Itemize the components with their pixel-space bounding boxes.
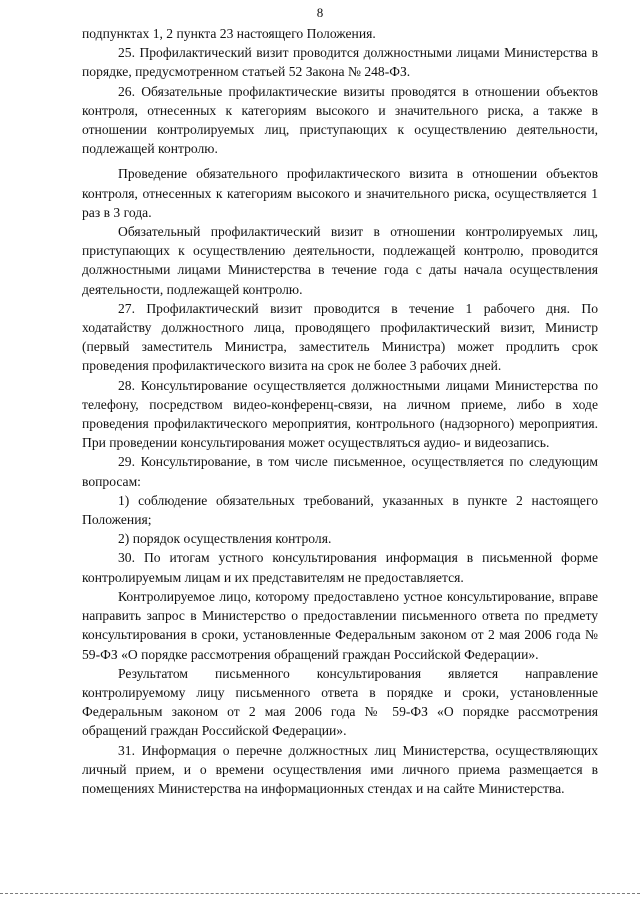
paragraph-item-25: 25. Профилактический визит проводится должностными лицами Министерства в порядке, предусмотренном статьей 52 Закона № 248-ФЗ. [82, 45, 598, 80]
paragraph: подпунктах 1, 2 пункта 23 настоящего Положения. [82, 26, 376, 41]
paragraph: Обязательный профилактический визит в отношении контролируемых лиц, приступающих к осуществлению деятельности, подлежащей контролю, проводится должностными лицами Министерства в течение года с даты начала осуществления деятельности, подлежащей контролю. [82, 224, 598, 297]
paragraph: Проведение обязательного профилактического визита в отношении объектов контроля, отнесенных к категориям высокого и значительного риска, осуществляется 1 раз в 3 года. [82, 166, 598, 220]
list-item: 1) соблюдение обязательных требований, указанных в пункте 2 настоящего Положения; [82, 492, 598, 528]
paragraph-item-29: 29. Консультирование, в том числе письменное, осуществляется по следующим вопросам: [82, 454, 598, 489]
paragraph-item-31: 31. Информация о перечне должностных лиц Министерства, осуществляющих личный прием, и о времени осуществления ими личного приема размещается в помещениях Министерства на информационных стендах и на сайте Министерства. [82, 742, 598, 796]
paragraph-item-30: 30. По итогам устного консультирования информация в письменной форме контролируемым лицам и их представителям не предоставляется. [82, 550, 598, 585]
document-body [82, 24, 598, 798]
paragraph-item-27: 27. Профилактический визит проводится в течение 1 рабочего дня. По ходатайству должностного лица, проводящего профилактический визит, Министр (первый заместитель Министра, заместитель Министра) может продлить срок проведения профилактического визита на срок не более 3 рабочих дней. [82, 300, 598, 374]
paragraph: Контролируемое лицо, которому предоставлено устное консультирование, вправе направить запрос в Министерство о предоставлении письменного ответа по предмету консультирования в сроки, установленные Федеральным законом от 2 мая 2006 года № 59-ФЗ «О порядке рассмотрения обращений граждан Российской Федерации». [82, 588, 598, 662]
list-item: 2) порядок осуществления контроля. [118, 531, 332, 547]
page-number: 8 [316, 5, 324, 20]
paragraph: Результатом письменного консультирования является направление контролируемому лицу письменного ответа в порядке и сроки, установленные Федеральным законом от 2 мая 2006 года № 59-ФЗ «О порядке рассмотрения обращений граждан Российской Федерации». [82, 665, 598, 739]
paragraph-item-28: 28. Консультирование осуществляется должностными лицами Министерства по телефону, посредством видео-конференц-связи, на личном приеме, либо в ходе проведения профилактического мероприятия, контрольного (надзорного) мероприятия. При проведении консультирования может осуществляться аудио- и видеозапись. [82, 377, 598, 451]
page-bottom-divider [0, 893, 640, 894]
paragraph-item-26: 26. Обязательные профилактические визиты проводятся в отношении объектов контроля, отнесенных к категориям высокого и значительного риска, а также в отношении контролируемых лиц, приступающих к осуществлению деятельности, подлежащей контролю. [82, 83, 598, 157]
